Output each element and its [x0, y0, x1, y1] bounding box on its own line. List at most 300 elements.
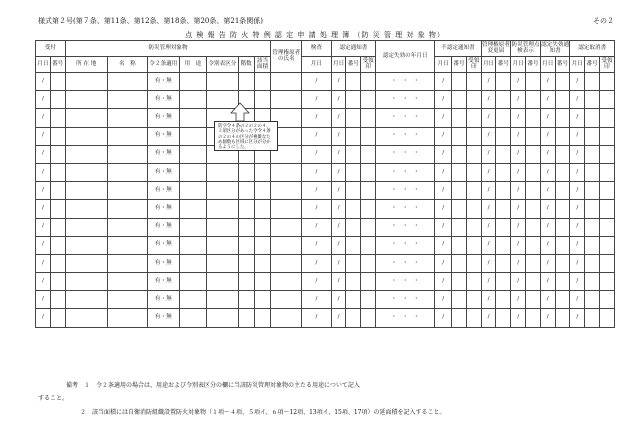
cell-art2-yesno: 有・無: [147, 109, 179, 127]
cell-blank: [254, 236, 271, 254]
cell-date: /: [540, 163, 555, 181]
cell-date: /: [570, 200, 585, 218]
cell-inspection: /: [302, 254, 332, 272]
cell-blank: [496, 91, 511, 109]
cell-blank: [496, 236, 511, 254]
cell-date: /: [36, 273, 51, 291]
sub-lost-md: 月日: [540, 57, 555, 73]
cell-blank: [207, 291, 239, 309]
cell-blank: [452, 291, 467, 309]
cell-art2-yesno: 有・無: [147, 254, 179, 272]
cell-blank: [555, 145, 570, 163]
cell-blank: [346, 254, 361, 272]
cell-date: /: [481, 163, 496, 181]
cell-blank: [599, 127, 614, 145]
cell-date: /: [36, 91, 51, 109]
cell-date: /: [435, 73, 452, 91]
cell-blank: [555, 273, 570, 291]
cell-art2-yesno: 有・無: [147, 145, 179, 163]
cell-date: /: [36, 109, 51, 127]
cell-blank: [254, 182, 271, 200]
cell-date: /: [331, 254, 346, 272]
cell-blank: [526, 254, 541, 272]
cell-date: /: [481, 236, 496, 254]
cell-blank: [526, 273, 541, 291]
cell-date: /: [511, 73, 526, 91]
cell-blank: [179, 254, 206, 272]
cell-date: /: [570, 182, 585, 200]
cell-inspection: /: [302, 273, 332, 291]
cell-blank: [496, 273, 511, 291]
cell-blank: [50, 145, 65, 163]
cell-blank: [496, 163, 511, 181]
cell-blank: [65, 200, 107, 218]
cell-date: /: [481, 254, 496, 272]
cell-blank: [254, 273, 271, 291]
cell-blank: [271, 309, 302, 327]
cell-blank: [254, 91, 271, 109]
cell-blank: [466, 127, 481, 145]
cell-blank: [271, 291, 302, 309]
cell-blank: [65, 309, 107, 327]
cell-blank: [107, 182, 147, 200]
cell-date: /: [570, 91, 585, 109]
cell-blank: [526, 109, 541, 127]
cell-blank: [50, 218, 65, 236]
cell-art2-yesno: 有・無: [147, 163, 179, 181]
cell-blank: [466, 109, 481, 127]
col-lost: 認定失効通知書: [540, 41, 570, 57]
cell-date: /: [540, 145, 555, 163]
sub-month-day: 月日: [36, 57, 51, 73]
cell-date: /: [570, 163, 585, 181]
cell-blank: [107, 145, 147, 163]
cell-date: /: [331, 91, 346, 109]
cell-blank: [466, 182, 481, 200]
cell-blank: [555, 236, 570, 254]
cell-date: /: [540, 91, 555, 109]
cell-blank: [346, 218, 361, 236]
cell-blank: [254, 163, 271, 181]
cell-blank: [50, 91, 65, 109]
cell-blank: [238, 200, 254, 218]
cell-blank: [50, 73, 65, 91]
cell-blank: [207, 182, 239, 200]
cell-blank: [179, 182, 206, 200]
cell-date: /: [570, 236, 585, 254]
cell-blank: [65, 91, 107, 109]
cell-blank: [496, 182, 511, 200]
cell-blank: [346, 291, 361, 309]
cell-blank: [526, 182, 541, 200]
cell-expiry-date: ・ ・ ・: [376, 291, 435, 309]
table-row: [36, 200, 615, 218]
cell-blank: [452, 254, 467, 272]
callout-note: 防空令４条の２の２の４、３項区分があった令令４条の２の４の区分が複雑なため個数も区域に区分が分かるようにした。: [214, 121, 278, 151]
form-identifier: 様式第２号(第７条、第11条、第12条、第18条、第20条、第21条関係): [38, 17, 263, 25]
cell-blank: [466, 218, 481, 236]
cell-blank: [496, 291, 511, 309]
cell-blank: [526, 200, 541, 218]
sub-cancel-md: 月日: [570, 57, 585, 73]
cell-blank: [496, 109, 511, 127]
cell-blank: [599, 254, 614, 272]
cell-blank: [254, 291, 271, 309]
cell-date: /: [435, 254, 452, 272]
cell-blank: [555, 218, 570, 236]
cell-date: /: [331, 200, 346, 218]
col-expiry: 認定失効の年月日: [376, 41, 435, 73]
sub-use: 用 途: [179, 57, 206, 73]
cell-blank: [107, 254, 147, 272]
cell-date: /: [331, 273, 346, 291]
cell-blank: [599, 200, 614, 218]
cell-blank: [50, 273, 65, 291]
cell-date: /: [481, 145, 496, 163]
cell-blank: [361, 182, 376, 200]
cell-blank: [238, 163, 254, 181]
cell-blank: [466, 309, 481, 327]
cell-blank: [496, 254, 511, 272]
cell-blank: [599, 218, 614, 236]
table-row: [36, 91, 615, 109]
cell-blank: [271, 182, 302, 200]
cell-date: /: [570, 309, 585, 327]
cell-blank: [555, 309, 570, 327]
cell-date: /: [435, 163, 452, 181]
cell-blank: [107, 218, 147, 236]
cell-date: /: [481, 91, 496, 109]
cell-date: /: [435, 273, 452, 291]
cell-blank: [65, 254, 107, 272]
cell-date: /: [36, 200, 51, 218]
cell-date: /: [435, 182, 452, 200]
cell-date: /: [570, 109, 585, 127]
cell-blank: [65, 291, 107, 309]
cell-blank: [271, 236, 302, 254]
cell-date: /: [570, 291, 585, 309]
cell-date: /: [331, 309, 346, 327]
table-row: [36, 127, 615, 145]
cell-art2-yesno: 有・無: [147, 73, 179, 91]
cell-blank: [599, 291, 614, 309]
cell-blank: [107, 236, 147, 254]
cell-blank: [599, 236, 614, 254]
cell-date: /: [570, 145, 585, 163]
cell-blank: [207, 200, 239, 218]
cell-expiry-date: ・ ・ ・: [376, 218, 435, 236]
cell-blank: [585, 127, 600, 145]
cell-art2-yesno: 有・無: [147, 309, 179, 327]
cell-blank: [271, 218, 302, 236]
cell-blank: [346, 236, 361, 254]
cell-blank: [179, 273, 206, 291]
cell-blank: [346, 91, 361, 109]
cell-blank: [346, 309, 361, 327]
cell-blank: [585, 291, 600, 309]
sub-floors: 階数: [238, 57, 254, 73]
cell-inspection: /: [302, 236, 332, 254]
cell-blank: [466, 254, 481, 272]
cell-date: /: [435, 91, 452, 109]
cell-blank: [271, 73, 302, 91]
cell-date: /: [540, 127, 555, 145]
cell-blank: [207, 73, 239, 91]
cell-date: /: [481, 109, 496, 127]
cell-blank: [65, 127, 107, 145]
cell-blank: [466, 163, 481, 181]
cell-blank: [50, 163, 65, 181]
cell-blank: [238, 309, 254, 327]
cell-date: /: [36, 309, 51, 327]
sub-refusal-seal: 受領印: [466, 57, 481, 73]
cell-blank: [65, 145, 107, 163]
cell-blank: [361, 91, 376, 109]
cell-date: /: [511, 309, 526, 327]
cell-blank: [107, 309, 147, 327]
cell-blank: [452, 182, 467, 200]
cell-blank: [346, 109, 361, 127]
cell-blank: [585, 182, 600, 200]
cell-date: /: [511, 236, 526, 254]
cell-date: /: [570, 218, 585, 236]
cell-blank: [452, 145, 467, 163]
cell-blank: [346, 163, 361, 181]
cell-blank: [238, 236, 254, 254]
cell-blank: [526, 163, 541, 181]
cell-blank: [496, 145, 511, 163]
col-notice: 認定通知書: [331, 41, 375, 57]
cell-expiry-date: ・ ・ ・: [376, 182, 435, 200]
cell-art2-yesno: 有・無: [147, 182, 179, 200]
cell-date: /: [481, 73, 496, 91]
sub-notice-seal: 受領印: [361, 57, 376, 73]
cell-blank: [107, 200, 147, 218]
sub-area: 該当面積: [254, 57, 271, 73]
cell-blank: [496, 127, 511, 145]
sub-notice-md: 月日: [331, 57, 346, 73]
cell-date: /: [540, 236, 555, 254]
cell-blank: [107, 291, 147, 309]
cell-blank: [466, 145, 481, 163]
cell-expiry-date: ・ ・ ・: [376, 163, 435, 181]
col-owner: 管理権原者の氏名: [271, 41, 302, 73]
cell-blank: [452, 109, 467, 127]
cell-date: /: [36, 127, 51, 145]
cell-blank: [555, 109, 570, 127]
sub-art2: 令２条適用: [147, 57, 179, 73]
col-display: 防災管理点検表示: [511, 41, 541, 57]
cell-blank: [466, 73, 481, 91]
cell-blank: [107, 127, 147, 145]
cell-blank: [179, 200, 206, 218]
cell-art2-yesno: 有・無: [147, 273, 179, 291]
cell-blank: [271, 200, 302, 218]
cell-date: /: [570, 73, 585, 91]
cell-date: /: [331, 182, 346, 200]
cell-blank: [555, 254, 570, 272]
cell-blank: [361, 309, 376, 327]
cell-blank: [179, 218, 206, 236]
cell-blank: [452, 273, 467, 291]
cell-blank: [599, 109, 614, 127]
cell-blank: [346, 273, 361, 291]
cell-blank: [526, 73, 541, 91]
cell-blank: [361, 145, 376, 163]
cell-blank: [65, 109, 107, 127]
cell-blank: [107, 91, 147, 109]
cell-art2-yesno: 有・無: [147, 91, 179, 109]
cell-blank: [50, 200, 65, 218]
cell-blank: [50, 309, 65, 327]
cell-blank: [107, 109, 147, 127]
cell-blank: [179, 236, 206, 254]
table-row: [36, 254, 615, 272]
cell-blank: [555, 291, 570, 309]
table-row: [36, 182, 615, 200]
cell-blank: [585, 109, 600, 127]
col-cancel: 認定取消書: [570, 41, 615, 57]
col-receipt: 受付: [36, 41, 66, 57]
cell-date: /: [331, 73, 346, 91]
cell-date: /: [511, 163, 526, 181]
cell-blank: [496, 218, 511, 236]
sub-change-md: 月日: [481, 57, 496, 73]
cell-blank: [452, 163, 467, 181]
cell-art2-yesno: 有・無: [147, 127, 179, 145]
cell-date: /: [540, 309, 555, 327]
cell-date: /: [36, 73, 51, 91]
cell-blank: [452, 218, 467, 236]
cell-blank: [555, 182, 570, 200]
cell-expiry-date: ・ ・ ・: [376, 127, 435, 145]
table-row: [36, 109, 615, 127]
cell-blank: [526, 291, 541, 309]
sub-refusal-md: 月日: [435, 57, 452, 73]
sub-change-no: 番号: [496, 57, 511, 73]
cell-inspection: /: [302, 73, 332, 91]
cell-blank: [585, 163, 600, 181]
table-row: [36, 236, 615, 254]
sub-cancel-no: 番号: [585, 57, 600, 73]
cell-blank: [452, 309, 467, 327]
cell-blank: [555, 73, 570, 91]
document-title: 点 検 報 告 防 火 特 例 認 定 申 請 処 理 簿 （防 災 管 理 対 象 物）: [185, 31, 445, 39]
cell-blank: [107, 73, 147, 91]
cell-art2-yesno: 有・無: [147, 200, 179, 218]
sub-inspection-md: 月日: [302, 57, 332, 73]
cell-blank: [555, 91, 570, 109]
cell-blank: [346, 145, 361, 163]
cell-date: /: [540, 182, 555, 200]
cell-blank: [65, 163, 107, 181]
cell-blank: [599, 73, 614, 91]
cell-art2-yesno: 有・無: [147, 218, 179, 236]
col-inspection: 検査: [302, 41, 332, 57]
cell-date: /: [481, 218, 496, 236]
cell-blank: [361, 273, 376, 291]
cell-blank: [361, 254, 376, 272]
cell-blank: [238, 291, 254, 309]
table-row: [36, 273, 615, 291]
cell-blank: [254, 254, 271, 272]
cell-blank: [599, 309, 614, 327]
col-refusal: 不認定通知書: [435, 41, 481, 57]
cell-inspection: /: [302, 163, 332, 181]
cell-expiry-date: ・ ・ ・: [376, 309, 435, 327]
cell-blank: [238, 218, 254, 236]
cell-blank: [526, 145, 541, 163]
cell-blank: [361, 163, 376, 181]
cell-date: /: [435, 309, 452, 327]
cell-date: /: [481, 127, 496, 145]
col-change: 管理権原者変更届: [481, 41, 511, 57]
cell-blank: [179, 163, 206, 181]
cell-date: /: [36, 291, 51, 309]
cell-date: /: [511, 127, 526, 145]
cell-blank: [50, 127, 65, 145]
cell-date: /: [511, 109, 526, 127]
cell-date: /: [331, 218, 346, 236]
cell-blank: [207, 218, 239, 236]
cell-blank: [179, 309, 206, 327]
footnote-2: ２ 該当面積には自衛消防組織設置防火対象物（１項～４項、５項イ、６項～12項、13項イ、15項、17項）の延面積を記入すること。: [80, 409, 446, 416]
cell-blank: [65, 273, 107, 291]
cell-inspection: /: [302, 145, 332, 163]
cell-blank: [271, 163, 302, 181]
cell-blank: [599, 273, 614, 291]
cell-date: /: [540, 273, 555, 291]
cell-blank: [238, 273, 254, 291]
cell-date: /: [36, 182, 51, 200]
cell-inspection: /: [302, 218, 332, 236]
cell-blank: [585, 309, 600, 327]
footnote-1: 備考 １ 令２条適用の場合は、用途および令別表区分の欄に当該防災管理対象物の主たる用途について記入: [66, 382, 360, 389]
cell-expiry-date: ・ ・ ・: [376, 91, 435, 109]
cell-blank: [207, 163, 239, 181]
cell-blank: [452, 91, 467, 109]
cell-blank: [346, 73, 361, 91]
cell-blank: [179, 291, 206, 309]
cell-date: /: [331, 127, 346, 145]
cell-inspection: /: [302, 127, 332, 145]
cell-blank: [107, 273, 147, 291]
cell-date: /: [36, 254, 51, 272]
cell-blank: [585, 73, 600, 91]
cell-blank: [238, 182, 254, 200]
cell-blank: [346, 200, 361, 218]
cell-blank: [466, 200, 481, 218]
sub-number: 番号: [50, 57, 65, 73]
cell-inspection: /: [302, 309, 332, 327]
cell-blank: [526, 91, 541, 109]
cell-expiry-date: ・ ・ ・: [376, 273, 435, 291]
cell-date: /: [540, 291, 555, 309]
cell-blank: [271, 273, 302, 291]
cell-blank: [179, 73, 206, 91]
cell-date: /: [570, 254, 585, 272]
cell-expiry-date: ・ ・ ・: [376, 200, 435, 218]
cell-blank: [207, 236, 239, 254]
cell-blank: [496, 200, 511, 218]
sub-cancel-seal: 受領印: [599, 57, 614, 73]
cell-blank: [452, 236, 467, 254]
cell-blank: [361, 109, 376, 127]
cell-blank: [585, 200, 600, 218]
cell-inspection: /: [302, 182, 332, 200]
cell-date: /: [511, 182, 526, 200]
cell-blank: [599, 163, 614, 181]
